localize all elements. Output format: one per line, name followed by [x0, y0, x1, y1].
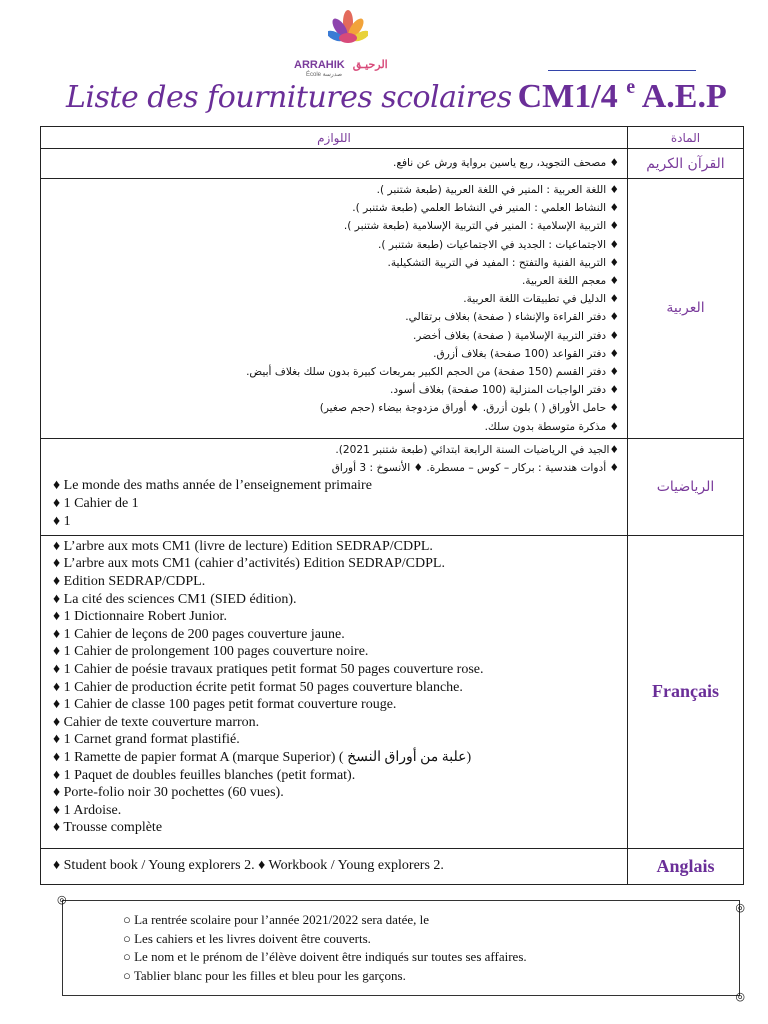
subject-maths: الرياضيات: [628, 438, 744, 535]
list-item: ♦ الدليل في تطبيقات اللغة العربية.: [463, 293, 619, 306]
subject-english: Anglais: [628, 848, 744, 884]
logo-subtitle: École صدرسة: [306, 72, 343, 78]
list-item: ♦ 1 Dictionnaire Robert Junior.: [53, 609, 227, 625]
list-item: ♦ التربية الفنية والتفتح : المفيد في التربية التشكيلية.: [387, 256, 619, 269]
title-text: Liste des fournitures scolaires: [66, 80, 512, 115]
list-item: ♦ 1 Carnet grand format plastifié.: [53, 732, 240, 748]
logo-text: [294, 58, 404, 71]
list-item: ♦الجيد في الرياضيات السنة الرابعة ابتدائي (طبعة شتنبر 2021).: [335, 443, 619, 456]
subject-french: Français: [628, 535, 744, 848]
list-item: ♦ Edition SEDRAP/CDPL.: [53, 574, 206, 590]
title-school: A.E.P: [641, 78, 727, 115]
list-item: ♦ دفتر التربية الإسلامية ( صفحة) بغلاف أخضر.: [412, 329, 619, 342]
header-items: اللوازم: [41, 127, 628, 149]
row-english: [41, 848, 744, 884]
subject-quran: القرآن الكريم: [628, 149, 744, 179]
french-items: [41, 535, 628, 848]
notes-box: [57, 893, 745, 1003]
title-class-level: CM1/4: [517, 78, 618, 115]
row-quran: [41, 149, 744, 179]
list-item: ♦ دفتر الواجبات المنزلية (100 صفحة) بغلاف أسود.: [390, 384, 619, 397]
list-item: ♦ Student book / Young explorers 2. ♦ Workbook / Young explorers 2.: [53, 858, 444, 874]
list-item: ♦ 1 Cahier de production écrite petit format 50 pages couverture blanche.: [53, 679, 463, 695]
list-item: ♦ 1: [53, 514, 71, 530]
list-item: ♦ La cité des sciences CM1 (SIED édition).: [53, 591, 297, 607]
list-item: ♦ 1 Paquet de doubles feuilles blanches (petit format).: [53, 767, 356, 783]
note-item: ○ Tablier blanc pour les filles et bleu pour les garçons.: [123, 967, 406, 983]
list-item: ♦ 1 Cahier de poésie travaux pratiques petit format 50 pages couverture rose.: [53, 662, 484, 677]
list-item: ♦ 1 Ramette de papier format A (marque Superior) ( علبة من أوراق النسخ): [53, 749, 472, 765]
list-item: ♦ دفتر القراءة والإنشاء ( صفحة) بغلاف برتقالي.: [405, 311, 619, 324]
note-item: ○ Le nom et le prénom de l’élève doivent être indiqués sur toutes ses affaires.: [123, 949, 527, 964]
note-item: ○ La rentrée scolaire pour l’année 2021/2022 sera datée, le: [123, 912, 429, 927]
page-title: [66, 76, 727, 116]
scroll-curl-icon: ◎: [57, 893, 67, 906]
list-item: ♦ Trousse complète: [53, 820, 163, 836]
list-item: ♦ أدوات هندسية : بركار – كوس – مسطرة. ♦ الأنسوخ : 3 أوراق: [331, 462, 619, 475]
list-item: ♦ 1 Cahier de prolongement 100 pages couverture noire.: [53, 644, 369, 660]
list-item: ♦ 1 Cahier de leçons de 200 pages couverture jaune.: [53, 626, 345, 642]
notes-list: [123, 911, 527, 985]
quran-items: [41, 149, 628, 179]
list-item: ♦ Cahier de texte couverture marron.: [53, 714, 260, 730]
list-item: ♦ التربية الإسلامية : المنير في التربية الإسلامية (طبعة شتنبر ).: [343, 220, 619, 233]
list-item: ♦ الاجتماعيات : الجديد في الاجتماعيات (طبعة شتنبر ).: [378, 238, 619, 251]
list-item: ♦ اللغة العربية : المنير في اللغة العربية (طبعة شتنبر ).: [376, 184, 619, 196]
list-item: ♦ حامل الأوراق ( ) بلون أزرق. ♦ أوراق مزدوجة بيضاء (حجم صغير): [319, 402, 619, 415]
arabic-items: [41, 179, 628, 439]
list-item: ♦ دفتر القسم (150 صفحة) من الحجم الكبير بمربعات كبيرة بدون سلك بغلاف أبيض.: [246, 366, 619, 379]
title-superscript: e: [626, 76, 636, 98]
row-french: [41, 535, 744, 848]
scroll-curl-icon: ◎: [735, 990, 745, 1003]
list-item: ♦ Le monde des maths année de l’enseignement primaire: [53, 478, 372, 494]
maths-items: [41, 438, 628, 535]
header-rule: [548, 70, 696, 71]
list-item: ♦ Porte-folio noir 30 pochettes (60 vues).: [53, 785, 284, 801]
title-class: [518, 78, 727, 115]
list-item: ♦ مصحف التجويد، ربع ياسين برواية ورش عن نافع.: [392, 157, 619, 170]
list-item: ♦ 1 Cahier de 1: [53, 496, 139, 512]
list-item: ♦ معجم اللغة العربية.: [521, 275, 619, 288]
list-item: ♦ L’arbre aux mots CM1 (cahier d’activités) Edition SEDRAP/CDPL.: [53, 556, 445, 572]
supplies-table: [40, 126, 744, 885]
row-arabic: [41, 179, 744, 439]
subject-arabic: العربية: [628, 179, 744, 439]
note-item: ○ Les cahiers et les livres doivent être couverts.: [123, 930, 371, 946]
school-logo: [288, 8, 408, 78]
scroll-curl-icon: ◎: [735, 901, 745, 914]
list-item: ♦ L’arbre aux mots CM1 (livre de lecture) Edition SEDRAP/CDPL.: [53, 538, 433, 554]
logo-name-arabic: الرحيـق: [352, 59, 388, 71]
lotus-icon: [328, 8, 368, 50]
row-maths: [41, 438, 744, 535]
list-item: ♦ 1 Cahier de classe 100 pages petit format couverture rouge.: [53, 697, 397, 713]
english-items: [41, 848, 628, 884]
list-item: ♦ مذكرة متوسطة بدون سلك.: [484, 420, 619, 433]
list-item: ♦ دفتر القواعد (100 صفحة) بغلاف أزرق.: [433, 347, 619, 360]
header-subject: المادة: [628, 127, 744, 149]
logo-name-latin: ARRAHIK: [294, 59, 345, 71]
list-item: ♦ 1 Ardoise.: [53, 802, 122, 818]
list-item: ♦ النشاط العلمي : المنير في النشاط العلمي (طبعة شتنبر ).: [352, 202, 619, 215]
table-header-row: [41, 127, 744, 149]
